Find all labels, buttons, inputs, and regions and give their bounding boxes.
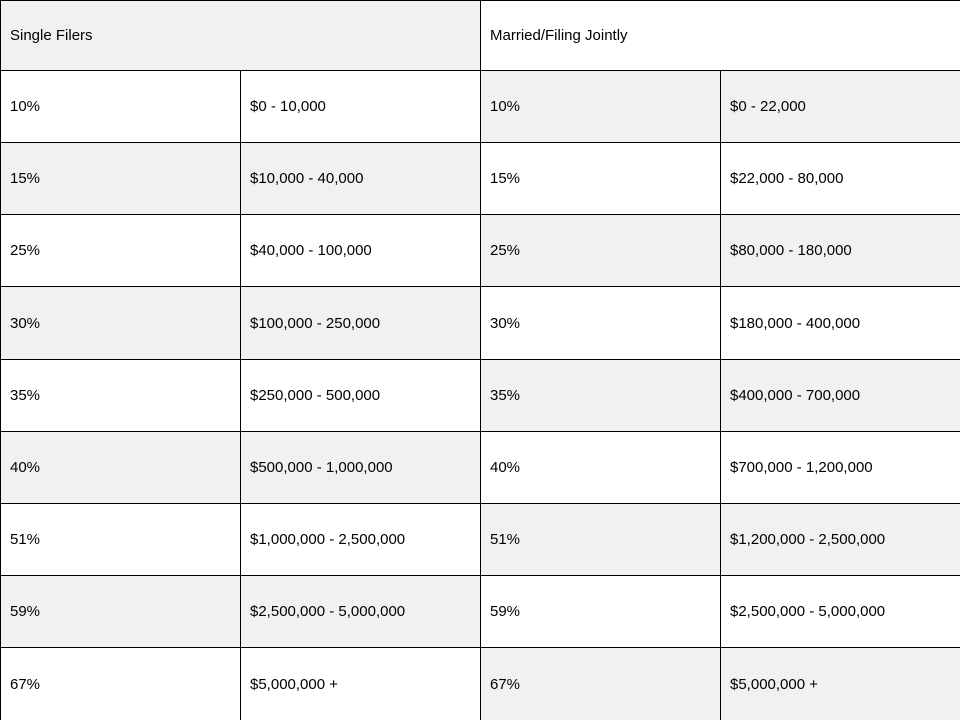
single-range-cell: $1,000,000 - 2,500,000 [241,503,481,575]
single-range-cell: $2,500,000 - 5,000,000 [241,576,481,648]
married-range-cell: $400,000 - 700,000 [721,359,960,431]
married-range-cell: $80,000 - 180,000 [721,215,960,287]
married-range-cell: $0 - 22,000 [721,71,960,143]
married-range-cell: $5,000,000 + [721,648,960,720]
table-row [1,215,960,287]
married-range-cell: $2,500,000 - 5,000,000 [721,576,960,648]
single-range-cell: $5,000,000 + [241,648,481,720]
married-range-cell: $700,000 - 1,200,000 [721,431,960,503]
married-rate-cell: 30% [481,287,721,359]
married-filing-jointly-header: Married/Filing Jointly [481,1,960,71]
table-row [1,576,960,648]
married-range-cell: $180,000 - 400,000 [721,287,960,359]
single-rate-cell: 51% [1,503,241,575]
single-range-cell: $250,000 - 500,000 [241,359,481,431]
table-row [1,71,960,143]
married-rate-cell: 10% [481,71,721,143]
married-rate-cell: 35% [481,359,721,431]
married-rate-cell: 67% [481,648,721,720]
single-rate-cell: 10% [1,71,241,143]
single-filers-header: Single Filers [1,1,481,71]
table-row [1,503,960,575]
single-range-cell: $100,000 - 250,000 [241,287,481,359]
table-header-row [1,1,960,71]
single-range-cell: $0 - 10,000 [241,71,481,143]
single-rate-cell: 35% [1,359,241,431]
table-row [1,143,960,215]
table-row [1,431,960,503]
table-row [1,359,960,431]
single-rate-cell: 15% [1,143,241,215]
married-rate-cell: 15% [481,143,721,215]
single-rate-cell: 67% [1,648,241,720]
single-range-cell: $10,000 - 40,000 [241,143,481,215]
married-range-cell: $1,200,000 - 2,500,000 [721,503,960,575]
single-rate-cell: 40% [1,431,241,503]
married-rate-cell: 51% [481,503,721,575]
single-range-cell: $40,000 - 100,000 [241,215,481,287]
single-rate-cell: 30% [1,287,241,359]
married-range-cell: $22,000 - 80,000 [721,143,960,215]
married-rate-cell: 25% [481,215,721,287]
single-rate-cell: 59% [1,576,241,648]
table-row [1,648,960,720]
table-row [1,287,960,359]
married-rate-cell: 59% [481,576,721,648]
single-range-cell: $500,000 - 1,000,000 [241,431,481,503]
single-rate-cell: 25% [1,215,241,287]
married-rate-cell: 40% [481,431,721,503]
